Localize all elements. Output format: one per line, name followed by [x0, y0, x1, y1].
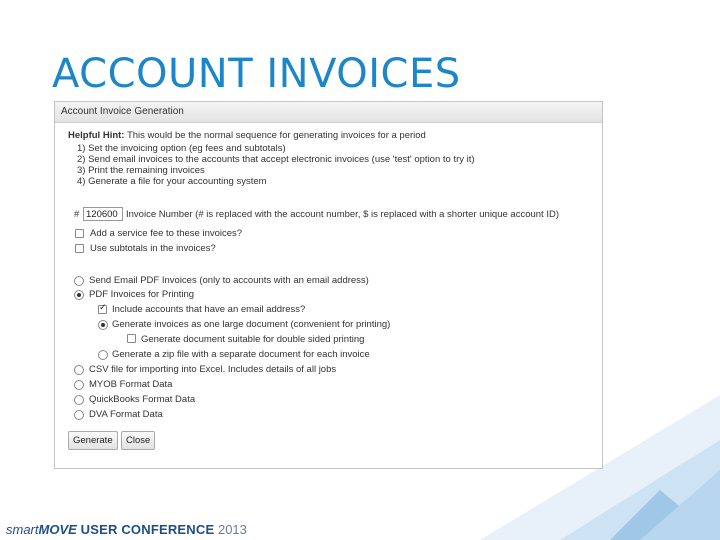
use-subtotals-checkbox[interactable] [75, 244, 84, 253]
quickbooks-label: QuickBooks Format Data [89, 394, 196, 405]
add-fee-checkbox[interactable] [75, 229, 84, 238]
single-document-radio[interactable] [98, 320, 108, 330]
invoice-number-label: Invoice Number (# is replaced with the account number, $ is replaced with a shorter unique account ID) [126, 209, 560, 220]
include-email-accounts-label: Include accounts that have an email address? [112, 304, 306, 315]
close-button[interactable]: Close [121, 431, 155, 450]
hint-step-2: 2) Send email invoices to the accounts that accept electronic invoices (use 'test' option to try it) [77, 154, 475, 165]
hint-step-3: 3) Print the remaining invoices [77, 165, 205, 176]
invoice-number-prefix: # [74, 209, 80, 220]
brand-logo-move: MOVE [38, 522, 77, 537]
slide-title: ACCOUNT INVOICES [52, 51, 461, 97]
hint-label: Helpful Hint: [68, 130, 125, 141]
hint-text: This would be the normal sequence for generating invoices for a period [126, 130, 426, 141]
myob-radio[interactable] [74, 380, 84, 390]
dva-radio[interactable] [74, 410, 84, 420]
send-email-radio[interactable] [74, 276, 84, 286]
brand-logo-smart: smart [6, 522, 39, 537]
quickbooks-radio[interactable] [74, 395, 84, 405]
myob-label: MYOB Format Data [89, 379, 173, 390]
hint-line [68, 130, 426, 142]
single-document-label: Generate invoices as one large document (convenient for printing) [112, 319, 391, 330]
hint-step-1: 1) Set the invoicing option (eg fees and subtotals) [77, 143, 286, 154]
use-subtotals-label: Use subtotals in the invoices? [90, 243, 216, 254]
pdf-print-radio[interactable] [74, 290, 84, 300]
invoice-dialog [54, 101, 603, 469]
add-fee-label: Add a service fee to these invoices? [90, 228, 243, 239]
include-email-accounts-checkbox[interactable] [98, 305, 107, 314]
zip-file-radio[interactable] [98, 350, 108, 360]
csv-radio[interactable] [74, 365, 84, 375]
pdf-print-label: PDF Invoices for Printing [89, 289, 195, 300]
zip-file-label: Generate a zip file with a separate document for each invoice [112, 349, 370, 360]
dva-label: DVA Format Data [89, 409, 163, 420]
dialog-header: Account Invoice Generation [55, 102, 602, 123]
double-sided-label: Generate document suitable for double sided printing [141, 334, 365, 345]
hint-step-4: 4) Generate a file for your accounting system [77, 176, 267, 187]
generate-button[interactable]: Generate [68, 431, 118, 450]
send-email-label: Send Email PDF Invoices (only to accounts with an email address) [89, 275, 369, 286]
footer-branding [6, 522, 247, 538]
conference-label: USER CONFERENCE [76, 522, 215, 537]
csv-label: CSV file for importing into Excel. Includes details of all jobs [89, 364, 337, 375]
double-sided-checkbox[interactable] [127, 334, 136, 343]
conference-year: 2013 [214, 522, 247, 537]
invoice-number-input[interactable] [83, 207, 123, 221]
